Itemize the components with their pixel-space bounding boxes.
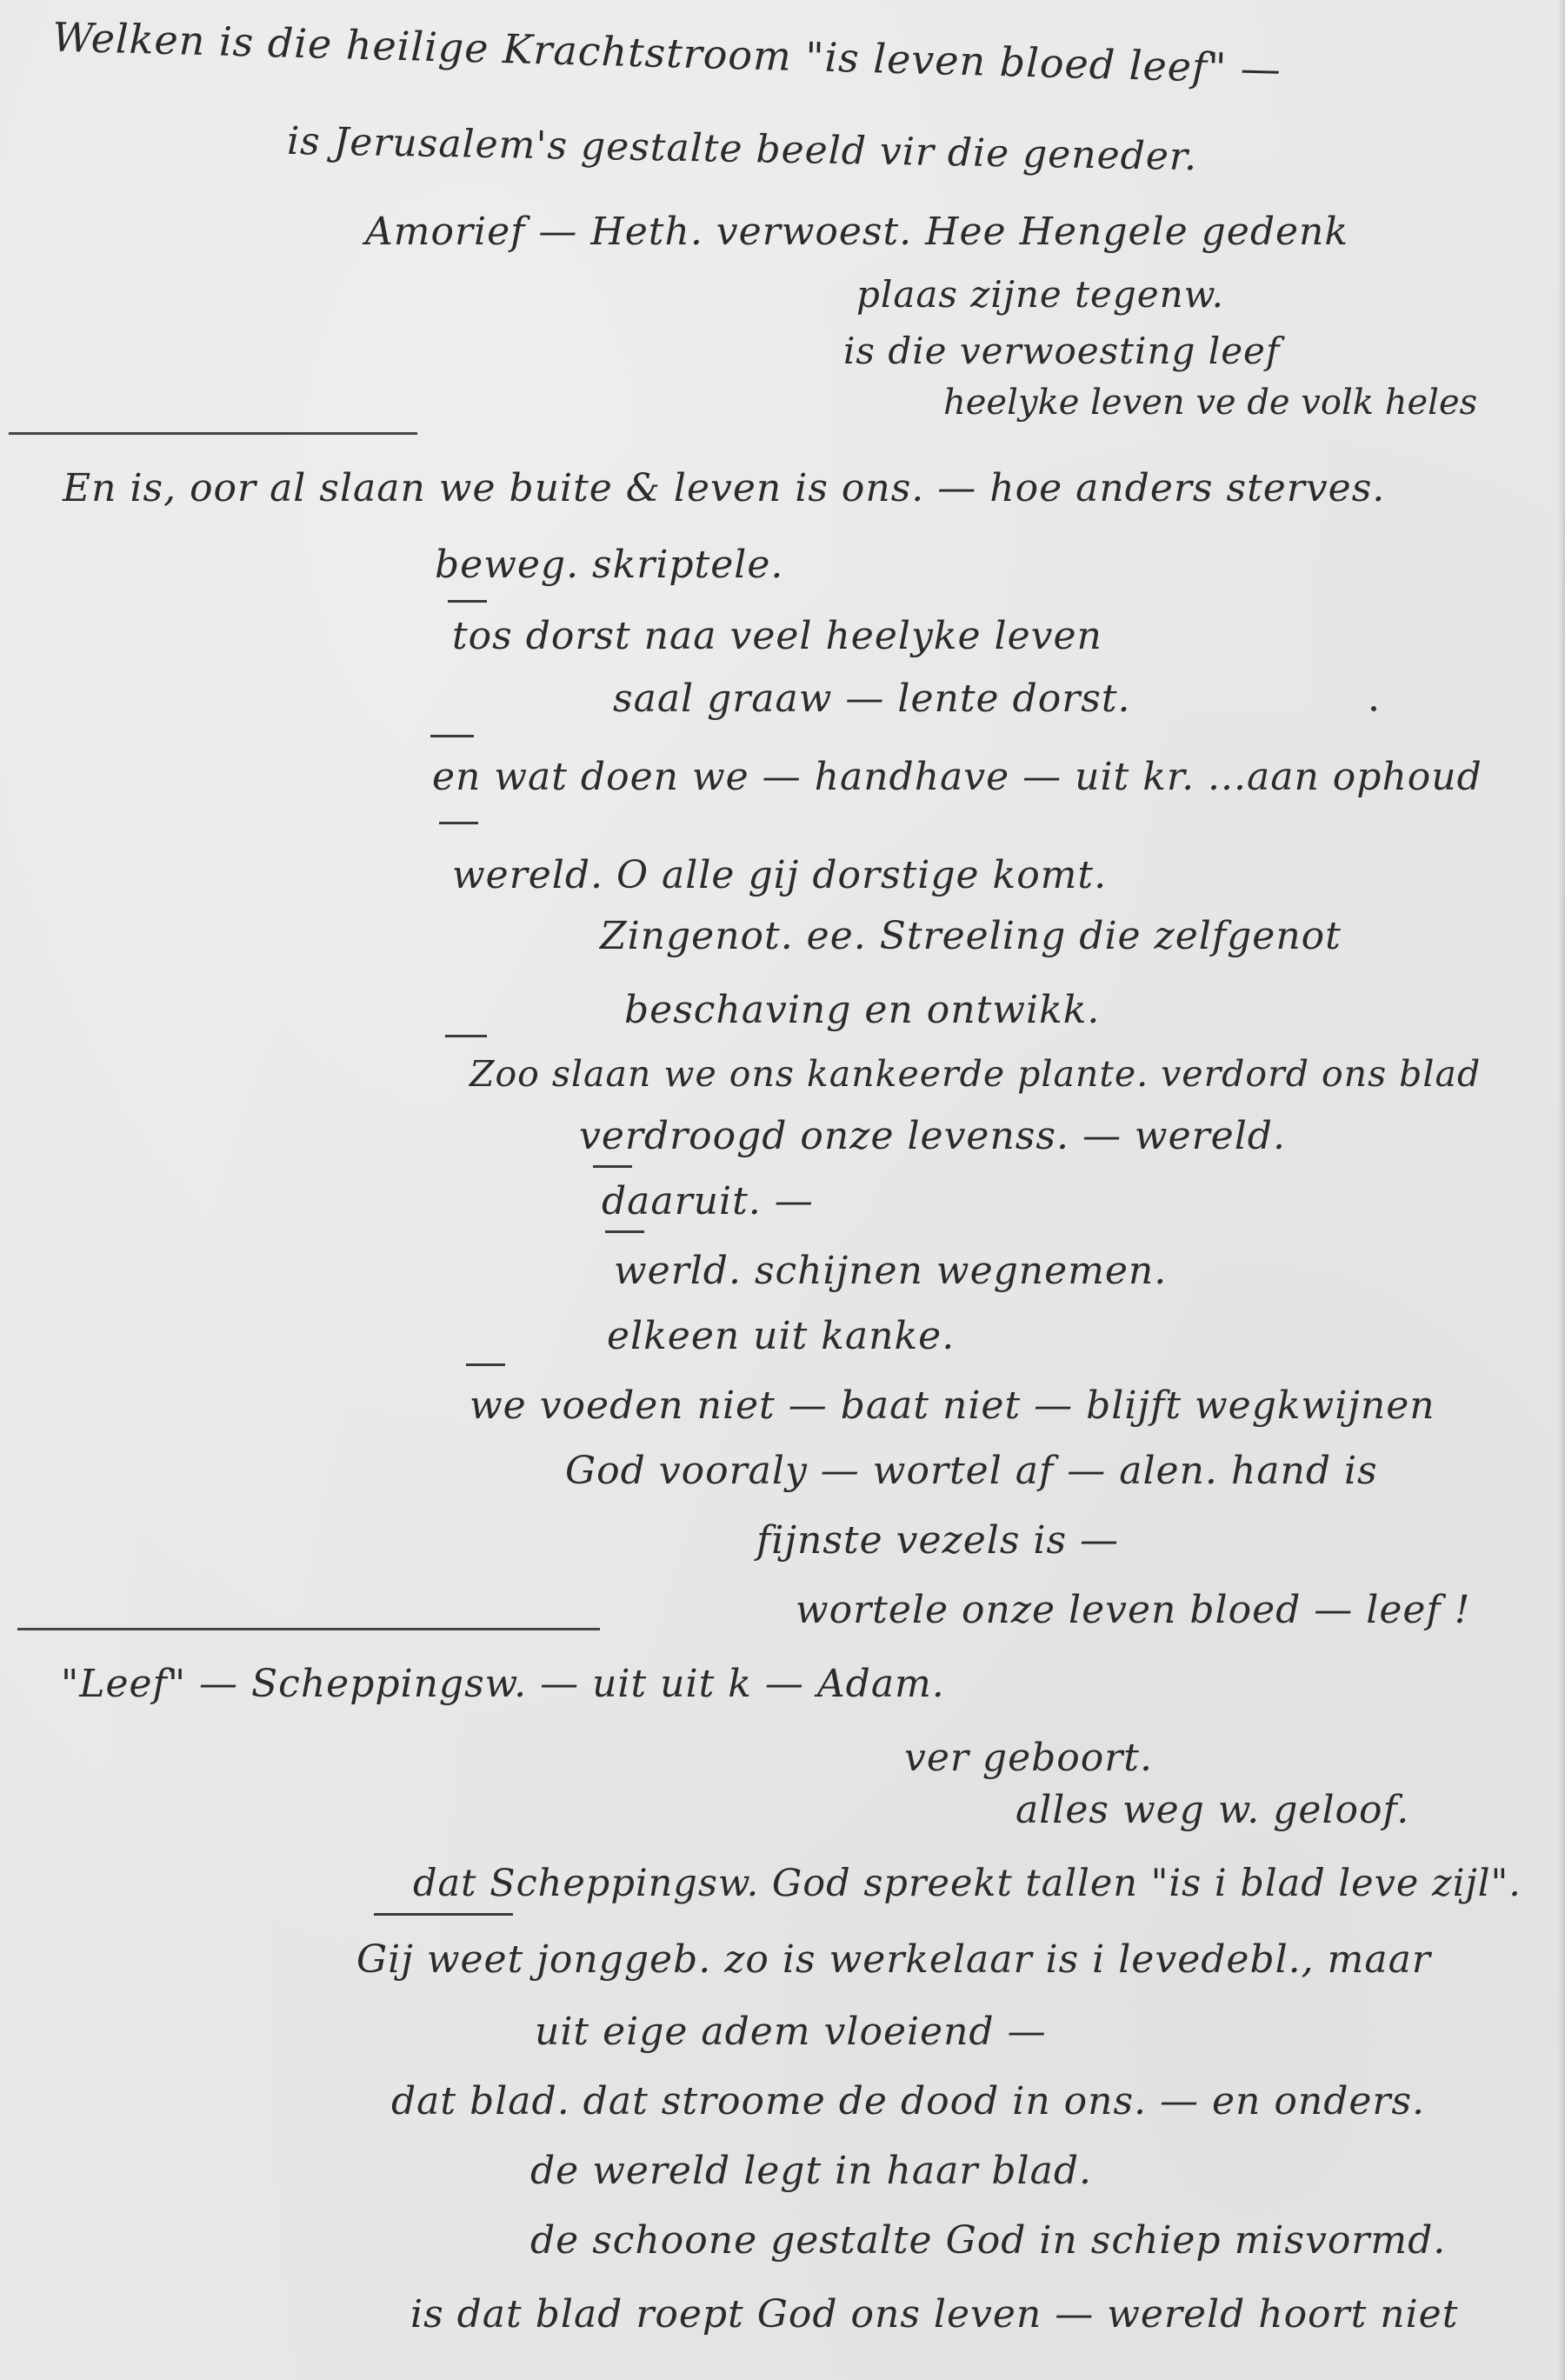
manuscript-line: En is, oor al slaan we buite & leven is ons. — hoe anders sterves. bbox=[63, 466, 1386, 510]
manuscript-line: wortele onze leven bloed — leef ! bbox=[796, 1588, 1471, 1632]
manuscript-line: uit eige adem vloeiend — bbox=[535, 2010, 1047, 2054]
manuscript-line: is Jerusalem's gestalte beeld vir die geneder. bbox=[286, 118, 1198, 180]
manuscript-line: Amorief — Heth. verwoest. Hee Hengele gedenk bbox=[365, 210, 1349, 254]
manuscript-line: dat Scheppingsw. God spreekt tallen "is i blad leve zijl". bbox=[413, 1862, 1522, 1905]
list-dash bbox=[466, 1363, 505, 1366]
list-dash bbox=[605, 1230, 644, 1233]
manuscript-line: saal graaw — lente dorst. bbox=[613, 677, 1131, 721]
manuscript-line: dat blad. dat stroome de dood in ons. — en onders. bbox=[391, 2079, 1426, 2123]
list-dash bbox=[448, 600, 487, 603]
ink-dot bbox=[1371, 706, 1376, 711]
manuscript-line: en wat doen we — handhave — uit kr. ...aan ophoud bbox=[432, 755, 1482, 799]
manuscript-line: elkeen uit kanke. bbox=[607, 1314, 956, 1358]
section-divider bbox=[9, 432, 417, 435]
manuscript-line: ver geboort. bbox=[904, 1736, 1153, 1780]
manuscript-line: fijnste vezels is — bbox=[756, 1518, 1120, 1563]
manuscript-line: plaas zijne tegenw. bbox=[856, 273, 1224, 316]
page-edge-shadow bbox=[1558, 0, 1565, 2380]
manuscript-line: is dat blad roept God ons leven — wereld hoort niet bbox=[410, 2292, 1459, 2337]
list-dash bbox=[445, 1035, 487, 1037]
manuscript-line: Welken is die heilige Krachtstroom "is leven bloed leef" — bbox=[51, 13, 1282, 93]
manuscript-line: de schoone gestalte God in schiep misvormd. bbox=[530, 2218, 1447, 2263]
manuscript-line: de wereld legt in haar blad. bbox=[530, 2149, 1092, 2193]
manuscript-line: heelyke leven ve de volk heles bbox=[943, 383, 1478, 423]
manuscript-line: daaruit. — bbox=[602, 1179, 814, 1223]
section-divider bbox=[17, 1628, 600, 1630]
manuscript-line: wereld. O alle gij dorstige komt. bbox=[452, 853, 1108, 897]
manuscript-line: is die verwoesting leef bbox=[843, 330, 1281, 372]
manuscript-line: beweg. skriptele. bbox=[435, 543, 784, 587]
manuscript-line: beschaving en ontwikk. bbox=[624, 988, 1101, 1032]
manuscript-line: tos dorst naa veel heelyke leven bbox=[452, 614, 1102, 658]
manuscript-line: werld. schijnen wegnemen. bbox=[614, 1249, 1168, 1293]
manuscript-line: God vooraly — wortel af — alen. hand is bbox=[565, 1449, 1378, 1493]
manuscript-line: verdroogd onze levenss. — wereld. bbox=[579, 1114, 1286, 1158]
manuscript-line: we voeden niet — baat niet — blijft wegkwijnen bbox=[470, 1383, 1435, 1428]
list-dash bbox=[593, 1165, 632, 1168]
list-dash bbox=[430, 735, 474, 737]
manuscript-line: alles weg w. geloof. bbox=[1016, 1788, 1410, 1832]
list-dash bbox=[439, 822, 478, 824]
underline-stroke bbox=[374, 1913, 513, 1916]
manuscript-line: Gij weet jonggeb. zo is werkelaar is i levedebl., maar bbox=[356, 1937, 1431, 1982]
manuscript-line: "Leef" — Scheppingsw. — uit uit k — Adam. bbox=[61, 1662, 945, 1706]
manuscript-line: Zoo slaan we ons kankeerde plante. verdord ons blad bbox=[470, 1053, 1482, 1095]
manuscript-line: Zingenot. ee. Streeling die zelfgenot bbox=[600, 914, 1342, 958]
